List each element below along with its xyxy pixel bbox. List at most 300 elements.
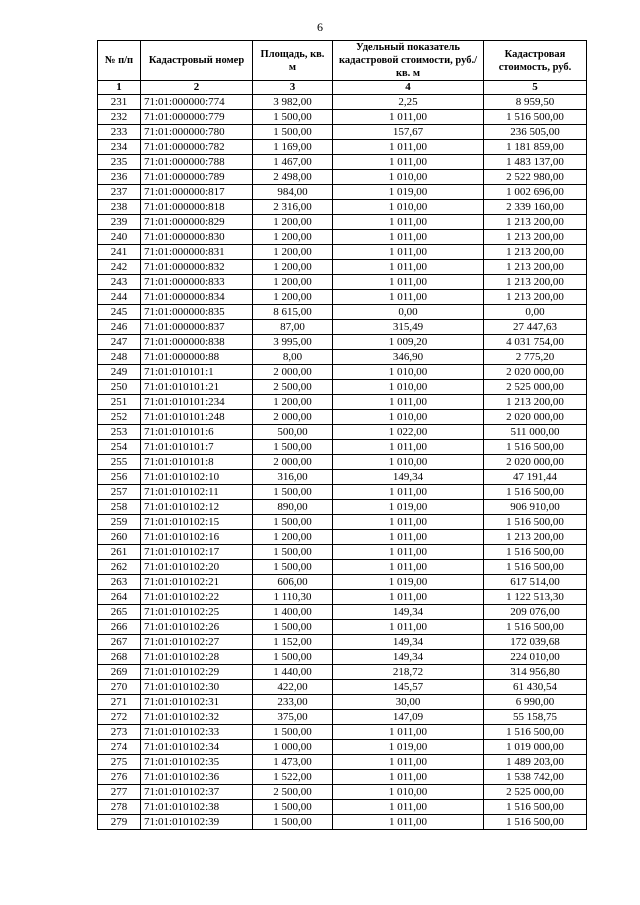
specific-value-cell: 1 010,00 (333, 365, 484, 380)
specific-value-cell: 149,34 (333, 635, 484, 650)
row-number-cell: 236 (98, 170, 141, 185)
cadastral-value-cell: 1 213 200,00 (484, 245, 587, 260)
table-row (98, 800, 587, 815)
table-row (98, 275, 587, 290)
area-cell: 1 522,00 (253, 770, 333, 785)
row-number-cell: 244 (98, 290, 141, 305)
specific-value-cell: 1 010,00 (333, 170, 484, 185)
specific-value-cell: 1 010,00 (333, 410, 484, 425)
row-number-cell: 279 (98, 815, 141, 830)
cadastral-value-cell: 61 430,54 (484, 680, 587, 695)
row-number-cell: 245 (98, 305, 141, 320)
table-row (98, 305, 587, 320)
area-cell: 2 316,00 (253, 200, 333, 215)
row-number-cell: 255 (98, 455, 141, 470)
cadastral-value-cell: 1 516 500,00 (484, 515, 587, 530)
specific-value-cell: 1 019,00 (333, 740, 484, 755)
table-row (98, 200, 587, 215)
area-cell: 1 200,00 (253, 260, 333, 275)
row-number-cell: 235 (98, 155, 141, 170)
row-number-cell: 250 (98, 380, 141, 395)
area-cell: 2 498,00 (253, 170, 333, 185)
cadastral-number-cell: 71:01:000000:830 (141, 230, 253, 245)
cadastral-value-cell: 224 010,00 (484, 650, 587, 665)
table-row (98, 245, 587, 260)
row-number-cell: 231 (98, 95, 141, 110)
table-row (98, 590, 587, 605)
specific-value-cell: 1 011,00 (333, 815, 484, 830)
row-number-cell: 273 (98, 725, 141, 740)
page-number: 6 (317, 20, 323, 34)
header-area: Площадь, кв. м (253, 41, 333, 81)
cadastral-value-cell: 1 516 500,00 (484, 560, 587, 575)
cadastral-number-cell: 71:01:000000:817 (141, 185, 253, 200)
table-row (98, 620, 587, 635)
specific-value-cell: 1 011,00 (333, 440, 484, 455)
specific-value-cell: 1 011,00 (333, 590, 484, 605)
area-cell: 2 500,00 (253, 380, 333, 395)
cadastral-number-cell: 71:01:010102:21 (141, 575, 253, 590)
cadastral-number-cell: 71:01:010102:35 (141, 755, 253, 770)
row-number-cell: 246 (98, 320, 141, 335)
specific-value-cell: 149,34 (333, 605, 484, 620)
row-number-cell: 233 (98, 125, 141, 140)
specific-value-cell: 1 011,00 (333, 755, 484, 770)
cadastral-value-cell: 8 959,50 (484, 95, 587, 110)
area-cell: 606,00 (253, 575, 333, 590)
row-number-cell: 274 (98, 740, 141, 755)
table-row (98, 125, 587, 140)
table-row (98, 485, 587, 500)
area-cell: 1 200,00 (253, 290, 333, 305)
specific-value-cell: 1 011,00 (333, 530, 484, 545)
table-row (98, 770, 587, 785)
cadastral-value-cell: 55 158,75 (484, 710, 587, 725)
header-specific-value: Удельный показатель кадастровой стоимости, руб./кв. м (333, 41, 484, 81)
cadastral-number-cell: 71:01:010102:12 (141, 500, 253, 515)
row-number-cell: 259 (98, 515, 141, 530)
specific-value-cell: 1 011,00 (333, 290, 484, 305)
specific-value-cell: 1 011,00 (333, 215, 484, 230)
cadastral-number-cell: 71:01:000000:832 (141, 260, 253, 275)
area-cell: 1 200,00 (253, 215, 333, 230)
table-row (98, 320, 587, 335)
cadastral-number-cell: 71:01:010102:11 (141, 485, 253, 500)
row-number-cell: 265 (98, 605, 141, 620)
cadastral-number-cell: 71:01:010102:37 (141, 785, 253, 800)
row-number-cell: 237 (98, 185, 141, 200)
cadastral-number-cell: 71:01:010101:7 (141, 440, 253, 455)
cadastral-number-cell: 71:01:010102:10 (141, 470, 253, 485)
table-row (98, 380, 587, 395)
specific-value-cell: 1 011,00 (333, 485, 484, 500)
area-cell: 1 500,00 (253, 620, 333, 635)
row-number-cell: 254 (98, 440, 141, 455)
cadastral-value-cell: 2 522 980,00 (484, 170, 587, 185)
row-number-cell: 240 (98, 230, 141, 245)
table-row (98, 335, 587, 350)
area-cell: 1 467,00 (253, 155, 333, 170)
cadastral-value-cell: 1 213 200,00 (484, 275, 587, 290)
cadastral-number-cell: 71:01:010102:29 (141, 665, 253, 680)
cadastral-value-cell: 2 525 000,00 (484, 785, 587, 800)
cadastral-value-cell: 1 483 137,00 (484, 155, 587, 170)
row-number-cell: 271 (98, 695, 141, 710)
row-number-cell: 243 (98, 275, 141, 290)
table-row (98, 650, 587, 665)
specific-value-cell: 346,90 (333, 350, 484, 365)
area-cell: 2 000,00 (253, 455, 333, 470)
cadastral-value-cell: 1 213 200,00 (484, 290, 587, 305)
cadastral-number-cell: 71:01:010101:21 (141, 380, 253, 395)
area-cell: 8,00 (253, 350, 333, 365)
header-cadastral-number: Кадастровый номер (141, 41, 253, 81)
row-number-cell: 264 (98, 590, 141, 605)
row-number-cell: 249 (98, 365, 141, 380)
cadastral-number-cell: 71:01:000000:834 (141, 290, 253, 305)
header-cadastral-value: Кадастровая стоимость, руб. (484, 41, 587, 81)
row-number-cell: 277 (98, 785, 141, 800)
column-number: 3 (253, 81, 333, 95)
specific-value-cell: 1 009,20 (333, 335, 484, 350)
cadastral-number-cell: 71:01:000000:774 (141, 95, 253, 110)
cadastral-number-cell: 71:01:000000:88 (141, 350, 253, 365)
table-row (98, 815, 587, 830)
cadastral-value-cell: 1 516 500,00 (484, 485, 587, 500)
table-row (98, 170, 587, 185)
cadastral-value-cell: 1 538 742,00 (484, 770, 587, 785)
specific-value-cell: 1 011,00 (333, 515, 484, 530)
cadastral-value-cell: 2 020 000,00 (484, 455, 587, 470)
cadastral-number-cell: 71:01:000000:838 (141, 335, 253, 350)
area-cell: 1 500,00 (253, 725, 333, 740)
cadastral-value-cell: 1 489 203,00 (484, 755, 587, 770)
area-cell: 1 500,00 (253, 560, 333, 575)
cadastral-value-cell: 2 020 000,00 (484, 365, 587, 380)
specific-value-cell: 1 010,00 (333, 200, 484, 215)
area-cell: 1 500,00 (253, 800, 333, 815)
area-cell: 1 500,00 (253, 485, 333, 500)
cadastral-value-cell: 172 039,68 (484, 635, 587, 650)
table-row (98, 560, 587, 575)
row-number-cell: 262 (98, 560, 141, 575)
table-row (98, 410, 587, 425)
cadastral-number-cell: 71:01:010102:22 (141, 590, 253, 605)
cadastral-value-cell: 2 525 000,00 (484, 380, 587, 395)
table-row (98, 575, 587, 590)
row-number-cell: 247 (98, 335, 141, 350)
cadastral-value-cell: 1 516 500,00 (484, 440, 587, 455)
area-cell: 233,00 (253, 695, 333, 710)
cadastral-value-table (97, 40, 587, 830)
specific-value-cell: 1 019,00 (333, 500, 484, 515)
table-row (98, 695, 587, 710)
table-row (98, 740, 587, 755)
table-row (98, 470, 587, 485)
area-cell: 1 000,00 (253, 740, 333, 755)
cadastral-number-cell: 71:01:010101:248 (141, 410, 253, 425)
area-cell: 1 152,00 (253, 635, 333, 650)
specific-value-cell: 30,00 (333, 695, 484, 710)
table-row (98, 665, 587, 680)
cadastral-value-cell: 27 447,63 (484, 320, 587, 335)
row-number-cell: 270 (98, 680, 141, 695)
cadastral-number-cell: 71:01:010102:28 (141, 650, 253, 665)
row-number-cell: 256 (98, 470, 141, 485)
table-row (98, 455, 587, 470)
area-cell: 1 440,00 (253, 665, 333, 680)
area-cell: 87,00 (253, 320, 333, 335)
column-number: 2 (141, 81, 253, 95)
area-cell: 3 982,00 (253, 95, 333, 110)
cadastral-value-cell: 2 339 160,00 (484, 200, 587, 215)
specific-value-cell: 0,00 (333, 305, 484, 320)
cadastral-value-cell: 1 516 500,00 (484, 725, 587, 740)
area-cell: 1 473,00 (253, 755, 333, 770)
area-cell: 316,00 (253, 470, 333, 485)
cadastral-value-cell: 1 213 200,00 (484, 530, 587, 545)
specific-value-cell: 1 011,00 (333, 725, 484, 740)
table-row (98, 140, 587, 155)
specific-value-cell: 1 011,00 (333, 800, 484, 815)
table-row (98, 230, 587, 245)
column-number: 5 (484, 81, 587, 95)
cadastral-number-cell: 71:01:010102:25 (141, 605, 253, 620)
specific-value-cell: 1 011,00 (333, 245, 484, 260)
specific-value-cell: 157,67 (333, 125, 484, 140)
row-number-cell: 238 (98, 200, 141, 215)
cadastral-number-cell: 71:01:000000:779 (141, 110, 253, 125)
specific-value-cell: 1 011,00 (333, 395, 484, 410)
row-number-cell: 266 (98, 620, 141, 635)
area-cell: 1 500,00 (253, 125, 333, 140)
table-row (98, 530, 587, 545)
row-number-cell: 268 (98, 650, 141, 665)
area-cell: 1 110,30 (253, 590, 333, 605)
area-cell: 1 500,00 (253, 440, 333, 455)
cadastral-value-cell: 236 505,00 (484, 125, 587, 140)
row-number-cell: 251 (98, 395, 141, 410)
cadastral-number-cell: 71:01:000000:780 (141, 125, 253, 140)
row-number-cell: 252 (98, 410, 141, 425)
specific-value-cell: 1 011,00 (333, 140, 484, 155)
cadastral-number-cell: 71:01:010101:8 (141, 455, 253, 470)
row-number-cell: 258 (98, 500, 141, 515)
table-row (98, 545, 587, 560)
cadastral-value-cell: 1 516 500,00 (484, 800, 587, 815)
cadastral-number-cell: 71:01:010102:31 (141, 695, 253, 710)
column-number: 1 (98, 81, 141, 95)
cadastral-value-cell: 1 516 500,00 (484, 545, 587, 560)
specific-value-cell: 1 010,00 (333, 380, 484, 395)
table-row (98, 425, 587, 440)
area-cell: 1 200,00 (253, 245, 333, 260)
cadastral-number-cell: 71:01:010102:32 (141, 710, 253, 725)
specific-value-cell: 1 011,00 (333, 110, 484, 125)
specific-value-cell: 315,49 (333, 320, 484, 335)
row-number-cell: 263 (98, 575, 141, 590)
row-number-cell: 248 (98, 350, 141, 365)
specific-value-cell: 1 010,00 (333, 455, 484, 470)
cadastral-value-cell: 314 956,80 (484, 665, 587, 680)
row-number-cell: 234 (98, 140, 141, 155)
header-row-number: № п/п (98, 41, 141, 81)
specific-value-cell: 1 019,00 (333, 185, 484, 200)
row-number-cell: 260 (98, 530, 141, 545)
specific-value-cell: 218,72 (333, 665, 484, 680)
area-cell: 1 500,00 (253, 650, 333, 665)
cadastral-value-cell: 1 181 859,00 (484, 140, 587, 155)
cadastral-value-cell: 1 516 500,00 (484, 815, 587, 830)
row-number-cell: 232 (98, 110, 141, 125)
table-row (98, 260, 587, 275)
cadastral-number-cell: 71:01:010101:6 (141, 425, 253, 440)
row-number-cell: 278 (98, 800, 141, 815)
area-cell: 500,00 (253, 425, 333, 440)
cadastral-value-cell: 1 516 500,00 (484, 620, 587, 635)
table-row (98, 110, 587, 125)
specific-value-cell: 147,09 (333, 710, 484, 725)
area-cell: 2 000,00 (253, 365, 333, 380)
table-header-row (98, 41, 587, 81)
cadastral-value-cell: 6 990,00 (484, 695, 587, 710)
cadastral-value-cell: 2 020 000,00 (484, 410, 587, 425)
specific-value-cell: 1 011,00 (333, 260, 484, 275)
column-number: 4 (333, 81, 484, 95)
row-number-cell: 261 (98, 545, 141, 560)
table-row (98, 185, 587, 200)
area-cell: 8 615,00 (253, 305, 333, 320)
cadastral-number-cell: 71:01:010102:33 (141, 725, 253, 740)
table-row (98, 500, 587, 515)
specific-value-cell: 1 011,00 (333, 230, 484, 245)
specific-value-cell: 1 011,00 (333, 155, 484, 170)
cadastral-number-cell: 71:01:000000:835 (141, 305, 253, 320)
cadastral-number-cell: 71:01:000000:818 (141, 200, 253, 215)
row-number-cell: 267 (98, 635, 141, 650)
cadastral-value-cell: 1 213 200,00 (484, 395, 587, 410)
row-number-cell: 253 (98, 425, 141, 440)
table-row (98, 785, 587, 800)
table-row (98, 515, 587, 530)
cadastral-number-cell: 71:01:000000:831 (141, 245, 253, 260)
area-cell: 1 169,00 (253, 140, 333, 155)
area-cell: 1 200,00 (253, 395, 333, 410)
table-row (98, 680, 587, 695)
area-cell: 2 500,00 (253, 785, 333, 800)
area-cell: 1 500,00 (253, 110, 333, 125)
table-row (98, 755, 587, 770)
row-number-cell: 276 (98, 770, 141, 785)
specific-value-cell: 1 011,00 (333, 620, 484, 635)
table-row (98, 440, 587, 455)
table-row (98, 635, 587, 650)
cadastral-number-cell: 71:01:010101:234 (141, 395, 253, 410)
cadastral-number-cell: 71:01:000000:788 (141, 155, 253, 170)
table-row (98, 605, 587, 620)
cadastral-number-cell: 71:01:000000:782 (141, 140, 253, 155)
column-numbers-row (98, 81, 587, 95)
cadastral-value-cell: 511 000,00 (484, 425, 587, 440)
cadastral-value-cell: 209 076,00 (484, 605, 587, 620)
specific-value-cell: 149,34 (333, 650, 484, 665)
specific-value-cell: 1 011,00 (333, 560, 484, 575)
table-row (98, 215, 587, 230)
specific-value-cell: 1 019,00 (333, 575, 484, 590)
specific-value-cell: 1 010,00 (333, 785, 484, 800)
table-row (98, 350, 587, 365)
area-cell: 1 200,00 (253, 530, 333, 545)
row-number-cell: 275 (98, 755, 141, 770)
cadastral-value-cell: 1 213 200,00 (484, 215, 587, 230)
cadastral-number-cell: 71:01:010102:38 (141, 800, 253, 815)
area-cell: 984,00 (253, 185, 333, 200)
area-cell: 1 200,00 (253, 230, 333, 245)
specific-value-cell: 1 022,00 (333, 425, 484, 440)
row-number-cell: 272 (98, 710, 141, 725)
specific-value-cell: 149,34 (333, 470, 484, 485)
area-cell: 1 500,00 (253, 515, 333, 530)
table-row (98, 365, 587, 380)
cadastral-value-cell: 4 031 754,00 (484, 335, 587, 350)
row-number-cell: 241 (98, 245, 141, 260)
cadastral-value-cell: 1 122 513,30 (484, 590, 587, 605)
cadastral-value-cell: 0,00 (484, 305, 587, 320)
cadastral-value-cell: 1 019 000,00 (484, 740, 587, 755)
cadastral-number-cell: 71:01:010102:16 (141, 530, 253, 545)
cadastral-number-cell: 71:01:010102:20 (141, 560, 253, 575)
cadastral-value-cell: 1 516 500,00 (484, 110, 587, 125)
area-cell: 2 000,00 (253, 410, 333, 425)
cadastral-value-cell: 617 514,00 (484, 575, 587, 590)
table-row (98, 395, 587, 410)
cadastral-number-cell: 71:01:010102:30 (141, 680, 253, 695)
area-cell: 1 500,00 (253, 815, 333, 830)
area-cell: 1 200,00 (253, 275, 333, 290)
area-cell: 1 500,00 (253, 545, 333, 560)
table-row (98, 290, 587, 305)
table-row (98, 95, 587, 110)
specific-value-cell: 1 011,00 (333, 770, 484, 785)
specific-value-cell: 2,25 (333, 95, 484, 110)
cadastral-number-cell: 71:01:010102:36 (141, 770, 253, 785)
cadastral-number-cell: 71:01:000000:833 (141, 275, 253, 290)
row-number-cell: 269 (98, 665, 141, 680)
cadastral-number-cell: 71:01:010102:26 (141, 620, 253, 635)
cadastral-number-cell: 71:01:010102:34 (141, 740, 253, 755)
specific-value-cell: 1 011,00 (333, 545, 484, 560)
cadastral-number-cell: 71:01:000000:829 (141, 215, 253, 230)
cadastral-value-cell: 2 775,20 (484, 350, 587, 365)
cadastral-value-cell: 1 002 696,00 (484, 185, 587, 200)
cadastral-value-cell: 47 191,44 (484, 470, 587, 485)
cadastral-number-cell: 71:01:010101:1 (141, 365, 253, 380)
row-number-cell: 257 (98, 485, 141, 500)
cadastral-number-cell: 71:01:010102:17 (141, 545, 253, 560)
row-number-cell: 242 (98, 260, 141, 275)
cadastral-value-cell: 1 213 200,00 (484, 260, 587, 275)
area-cell: 422,00 (253, 680, 333, 695)
table-row (98, 155, 587, 170)
row-number-cell: 239 (98, 215, 141, 230)
cadastral-number-cell: 71:01:000000:837 (141, 320, 253, 335)
area-cell: 1 400,00 (253, 605, 333, 620)
area-cell: 375,00 (253, 710, 333, 725)
specific-value-cell: 1 011,00 (333, 275, 484, 290)
cadastral-value-cell: 906 910,00 (484, 500, 587, 515)
area-cell: 890,00 (253, 500, 333, 515)
cadastral-number-cell: 71:01:010102:39 (141, 815, 253, 830)
